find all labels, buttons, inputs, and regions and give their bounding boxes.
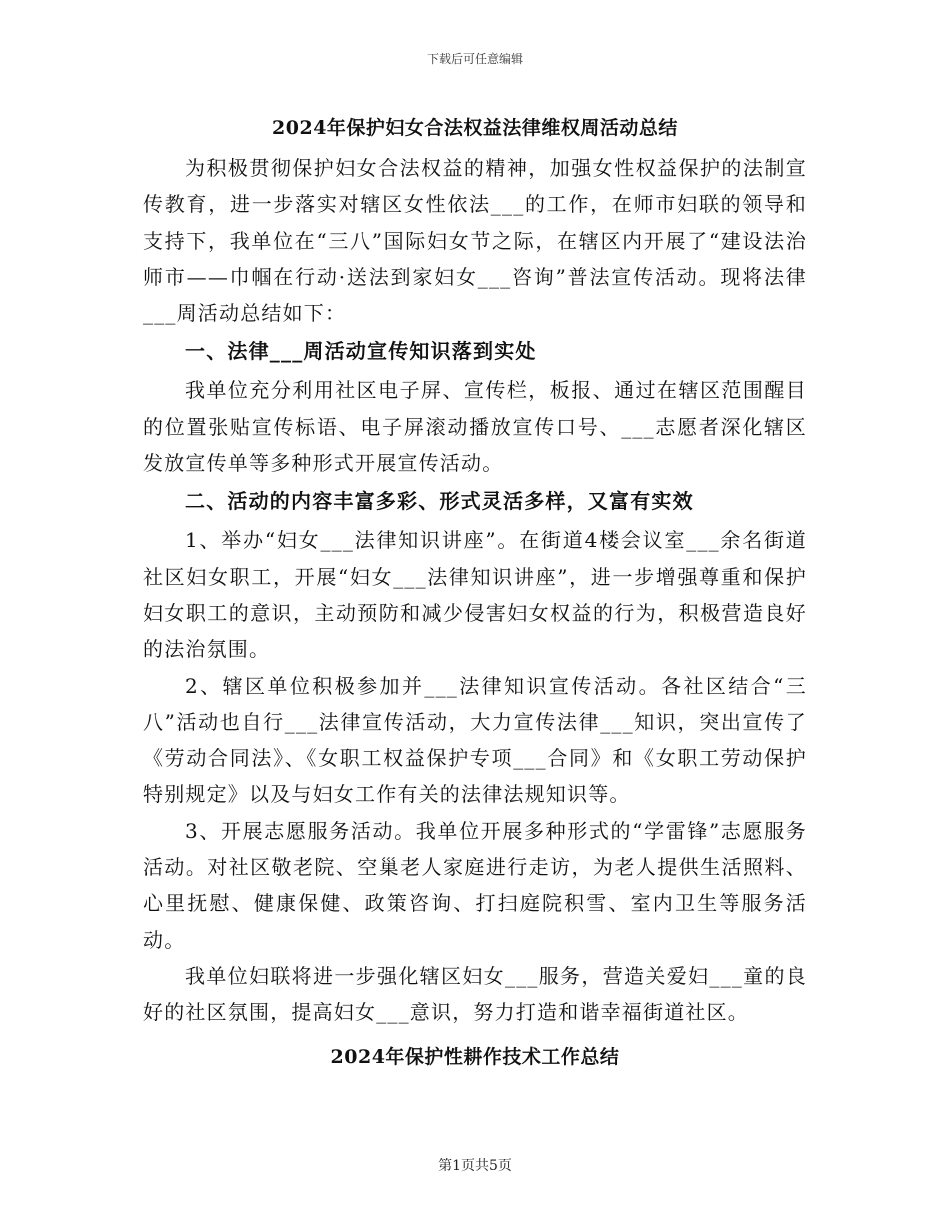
item-1-paragraph: 1、举办“妇女___法律知识讲座”。在街道4楼会议室___余名街道社区妇女职工，开展“妇女___法律知识讲座”，进一步增强尊重和保护妇女职工的意识，主动预防和减少侵害妇女权益的行为，积极营造良好的法治氛围。 [143,528,807,662]
closing-paragraph: 我单位妇联将进一步强化辖区妇女___服务，营造关爱妇___童的良好的社区氛围，提高妇女___意识，努力打造和谐幸福街道社区。 [143,963,807,1025]
page-header: 下载后可任意编辑 [426,52,523,66]
next-document-title: 2024年保护性耕作技术工作总结 [330,1045,620,1068]
document-title: 2024年保护妇女合法权益法律维权周活动总结 [272,117,678,139]
document-body [143,110,807,1075]
section-1-paragraph: 我单位充分利用社区电子屏、宣传栏，板报、通过在辖区范围醒目的位置张贴宣传标语、电子屏滚动播放宣传口号、___志愿者深化辖区发放宣传单等多种形式开展宣传活动。 [143,378,807,476]
item-3-paragraph: 3、开展志愿服务活动。我单位开展多种形式的“学雷锋”志愿服务活动。对社区敬老院、空巢老人家庭进行走访，为老人提供生活照料、心里抚慰、健康保健、政策咨询、打扫庭院积雪、室内卫生等服务活动。 [143,818,807,952]
section-2-heading: 二、活动的内容丰富多彩、形式灵活多样，又富有实效 [185,489,694,514]
intro-paragraph: 为积极贯彻保护妇女合法权益的精神，加强女性权益保护的法制宣传教育，进一步落实对辖区女性依法___的工作，在师市妇联的领导和支持下，我单位在“三八”国际妇女节之际，在辖区内开展了“建设法治师市——巾帼在行动·送法到家妇女___咨询”普法宣传活动。现将法律___周活动总结如下： [143,156,807,326]
section-1-heading: 一、法律___周活动宣传知识落到实处 [185,339,537,364]
item-2-paragraph: 2、辖区单位积极参加并___法律知识宣传活动。各社区结合“三八”活动也自行___法律宣传活动，大力宣传法律___知识，突出宣传了《劳动合同法》、《女职工权益保护专项___合同》和《女职工劳动保护特别规定》以及与妇女工作有关的法律法规知识等。 [143,673,807,807]
page-footer: 第1页共5页 [438,1158,512,1174]
